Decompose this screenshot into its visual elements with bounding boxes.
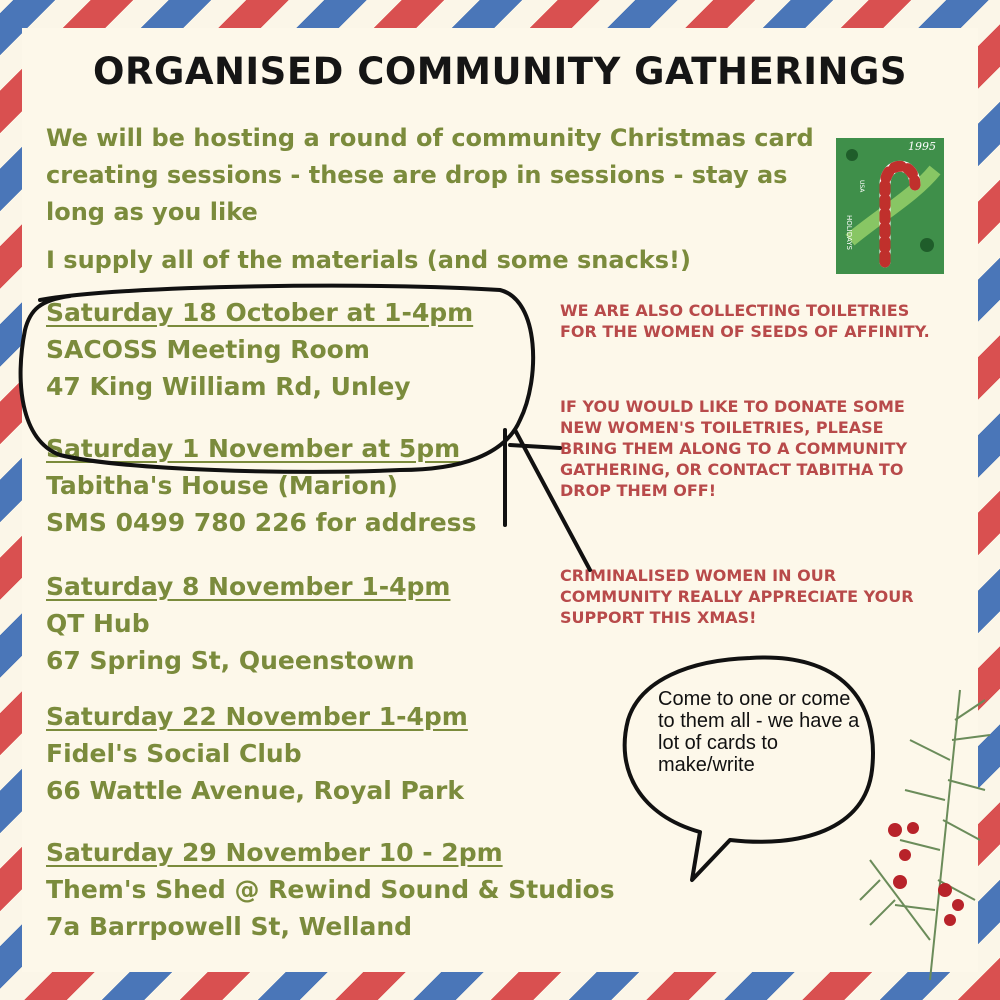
candy-cane-stamp xyxy=(830,132,950,280)
event-address: SMS 0499 780 226 for address xyxy=(46,508,477,537)
intro-text: We will be hosting a round of community Christmas card creating sessions - these are drop in sessions - stay as long as you like xyxy=(46,124,814,226)
event-date: Saturday 1 November at 5pm xyxy=(46,434,461,463)
event-address: 47 King William Rd, Unley xyxy=(46,372,411,401)
event-address: 7a Barrpowell St, Welland xyxy=(46,912,413,941)
collecting-notice: WE ARE ALSO COLLECTING TOILETRIES FOR THE WOMEN OF SEEDS OF AFFINITY. xyxy=(560,301,930,341)
event-address: 66 Wattle Avenue, Royal Park xyxy=(46,776,464,805)
pine-sprig xyxy=(860,690,990,980)
stamp-word: USA xyxy=(858,180,865,193)
donate-notice: IF YOU WOULD LIKE TO DONATE SOME NEW WOMEN'S TOILETRIES, PLEASE BRING THEM ALONG TO A COMMUNITY GATHERING, OR CONTACT TABITHA TO DROP THEM OFF! xyxy=(560,397,908,500)
stamp-year: 1995 xyxy=(908,140,936,153)
holly-berries xyxy=(888,822,964,926)
event-date: Saturday 18 October at 1-4pm xyxy=(46,298,474,327)
event-venue: Tabitha's House (Marion) xyxy=(46,471,398,500)
event-venue: Fidel's Social Club xyxy=(46,739,302,768)
event-date: Saturday 29 November 10 - 2pm xyxy=(46,838,503,867)
event-venue: Them's Shed @ Rewind Sound & Studios xyxy=(46,875,615,904)
event-date: Saturday 8 November 1-4pm xyxy=(46,572,451,601)
hand-drawn-arrow xyxy=(505,430,590,570)
event-venue: QT Hub xyxy=(46,609,150,638)
hand-drawn-circle xyxy=(21,286,534,472)
materials-text: I supply all of the materials (and some snacks!) xyxy=(46,246,691,274)
stamp-label: HOLIDAYS xyxy=(845,215,853,250)
event-date: Saturday 22 November 1-4pm xyxy=(46,702,468,731)
speech-bubble-text: Come to one or come to them all - we have a lot of cards to make/write xyxy=(658,688,860,776)
event-venue: SACOSS Meeting Room xyxy=(46,335,370,364)
event-address: 67 Spring St, Queenstown xyxy=(46,646,415,675)
appreciation-notice: CRIMINALISED WOMEN IN OUR COMMUNITY REALLY APPRECIATE YOUR SUPPORT THIS XMAS! xyxy=(560,566,914,627)
page-title: ORGANISED COMMUNITY GATHERINGS xyxy=(93,50,907,93)
